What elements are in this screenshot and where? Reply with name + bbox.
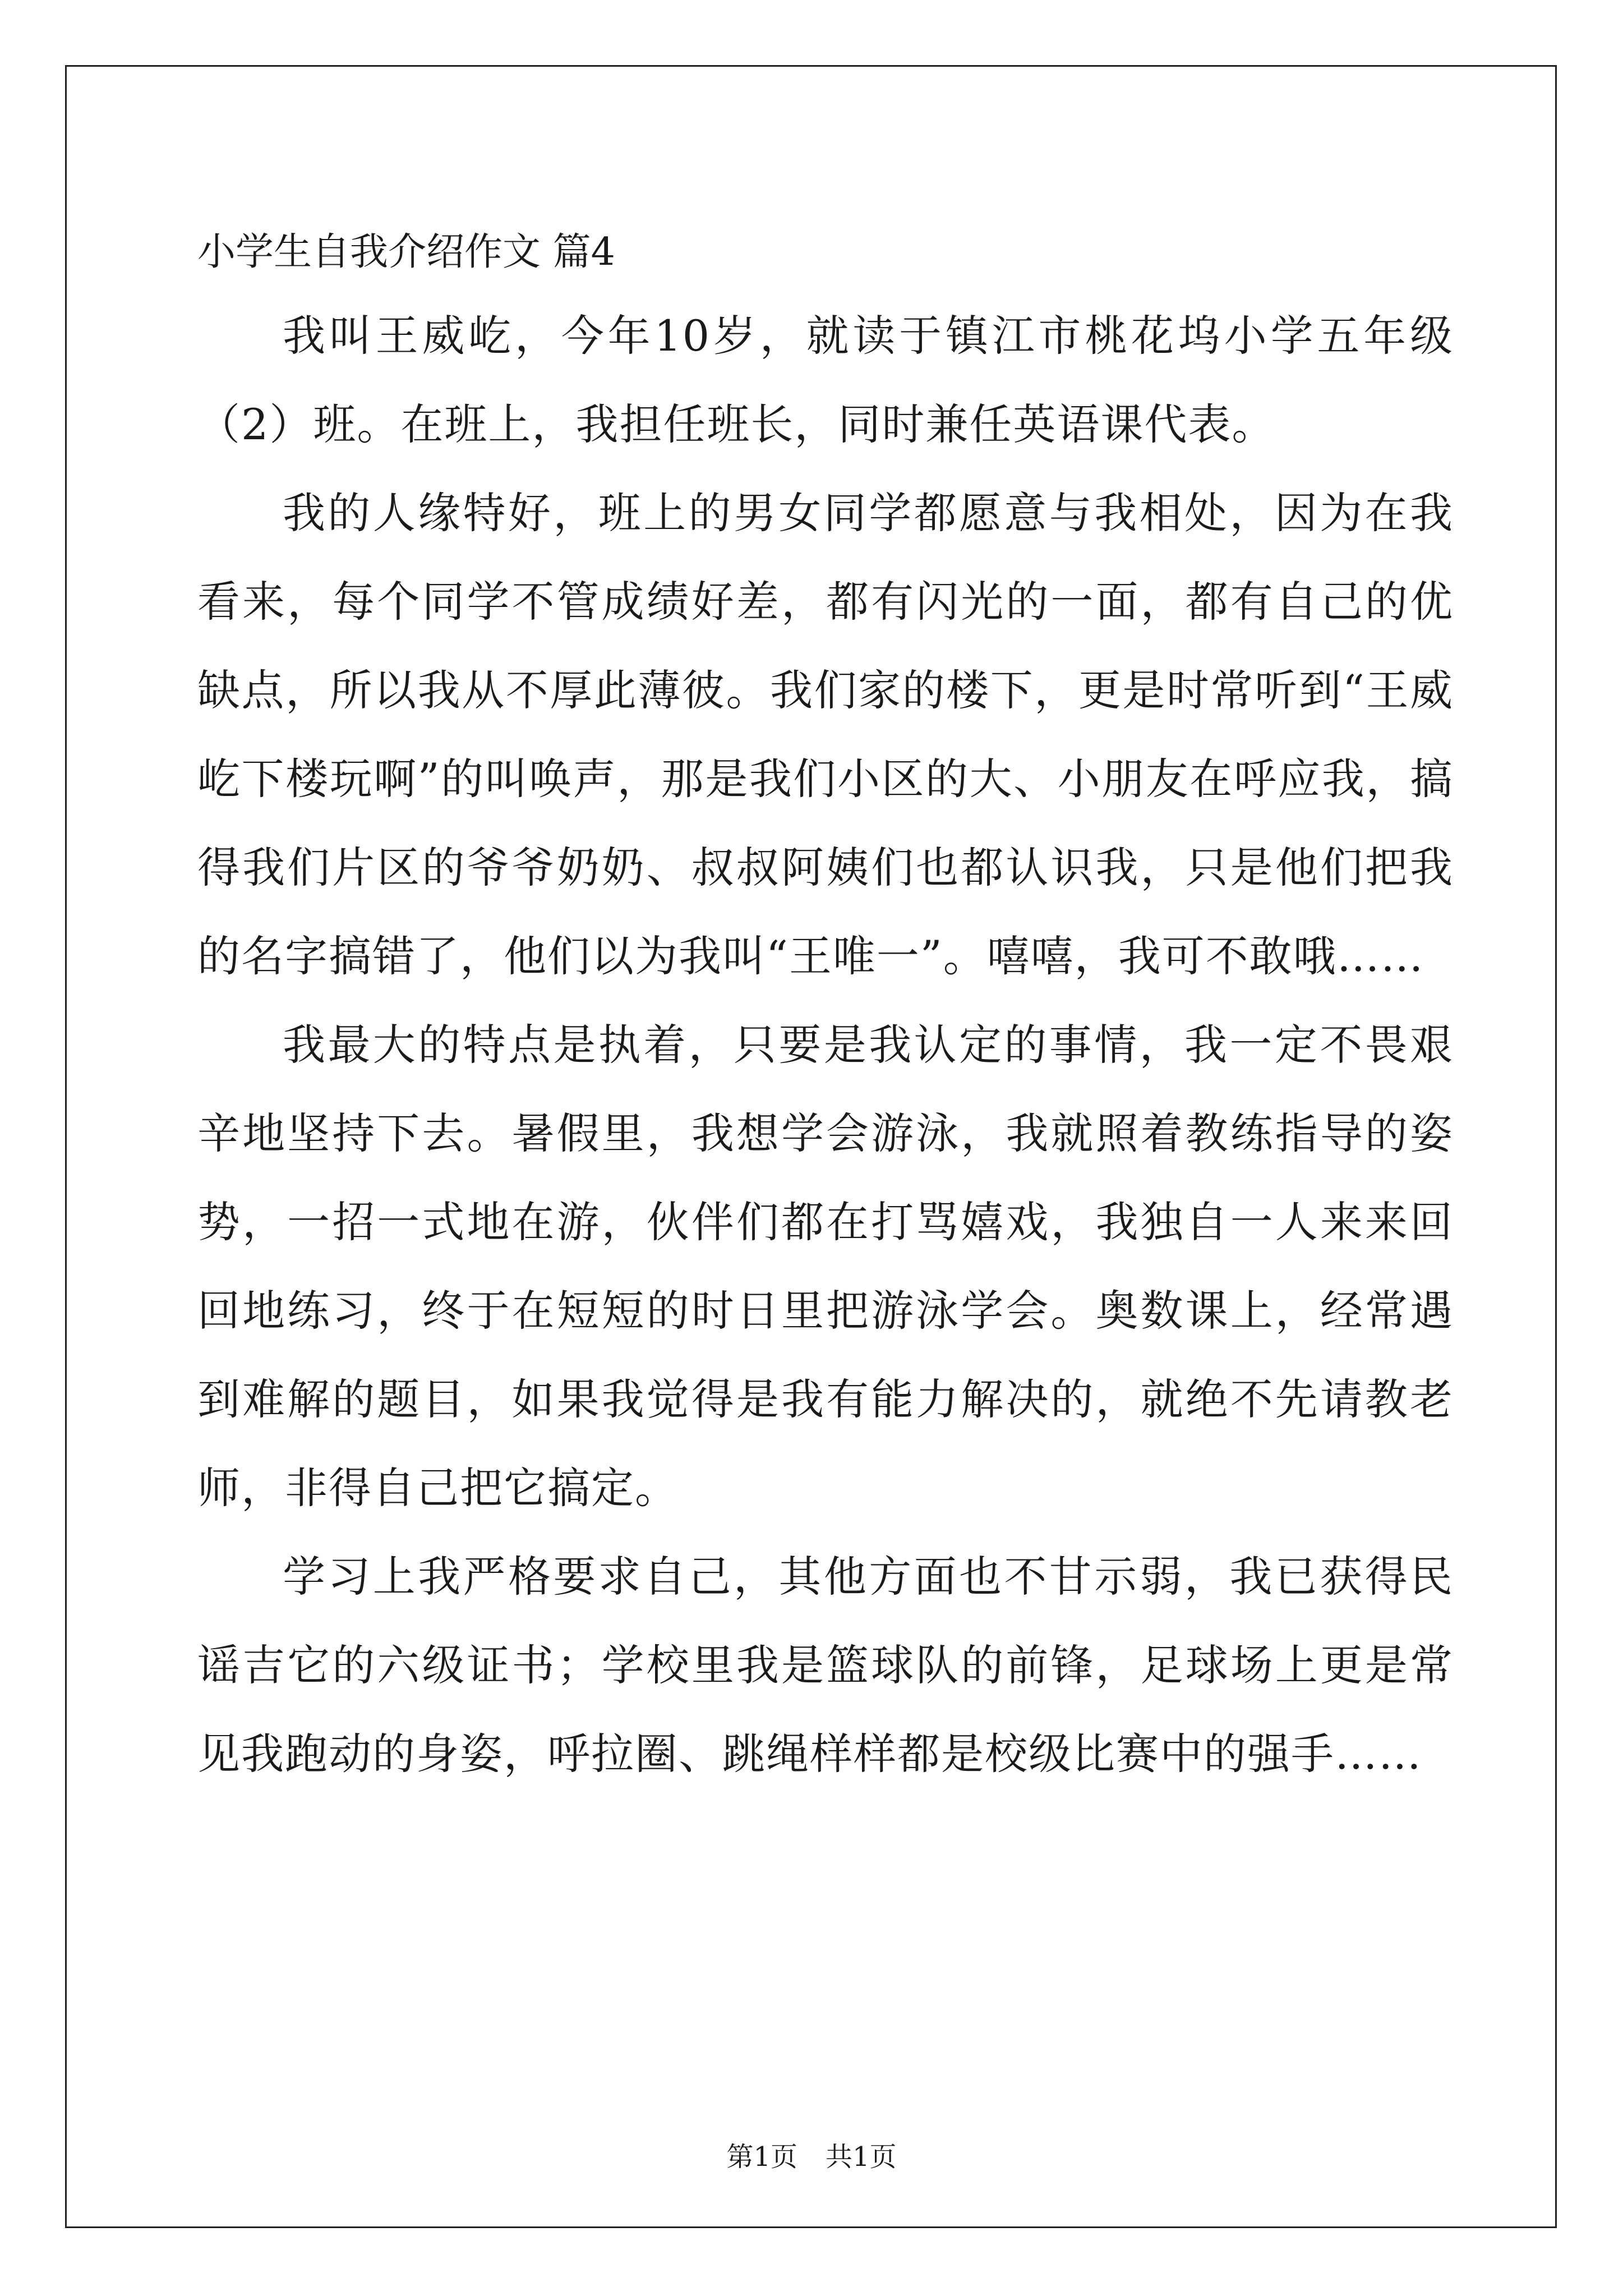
page-number-current: 第1页: [726, 2141, 797, 2173]
document-body: [197, 213, 1454, 1798]
paragraph-2: 我的人缘特好，班上的男女同学都愿意与我相处，因为在我看来，每个同学不管成绩好差，都有闪光的一面，都有自己的优缺点，所以我从不厚此薄彼。我们家的楼下，更是时常听到“王威屹下楼玩啊”的叫唤声，那是我们小区的大、小朋友在呼应我，搞得我们片区的爷爷奶奶、叔叔阿姨们也都认识我，只是他们把我的名字搞错了，他们以为我叫“王唯一”。嘻嘻，我可不敢哦……: [197, 488, 1454, 981]
paragraph-3: 我最大的特点是执着，只要是我认定的事情，我一定不畏艰辛地坚持下去。暑假里，我想学会游泳，我就照着教练指导的姿势，一招一式地在游，伙伴们都在打骂嬉戏，我独自一人来来回回地练习，终于在短短的时日里把游泳学会。奥数课上，经常遇到难解的题目，如果我觉得是我有能力解决的，就绝不先请教老师，非得自己把它搞定。: [197, 1020, 1454, 1513]
page-number-total: 共1页: [826, 2141, 897, 2173]
paragraph-1: 我叫王威屹，今年10岁，就读于镇江市桃花坞小学五年级（2）班。在班上，我担任班长，同时兼任英语课代表。: [197, 311, 1454, 449]
page-footer: [0, 2140, 1623, 2174]
paragraph-4: 学习上我严格要求自己，其他方面也不甘示弱，我已获得民谣吉它的六级证书；学校里我是篮球队的前锋，足球场上更是常见我跑动的身姿，呼拉圈、跳绳样样都是校级比赛中的强手……: [197, 1552, 1454, 1779]
document-title: 小学生自我介绍作文 篇4: [197, 230, 615, 274]
